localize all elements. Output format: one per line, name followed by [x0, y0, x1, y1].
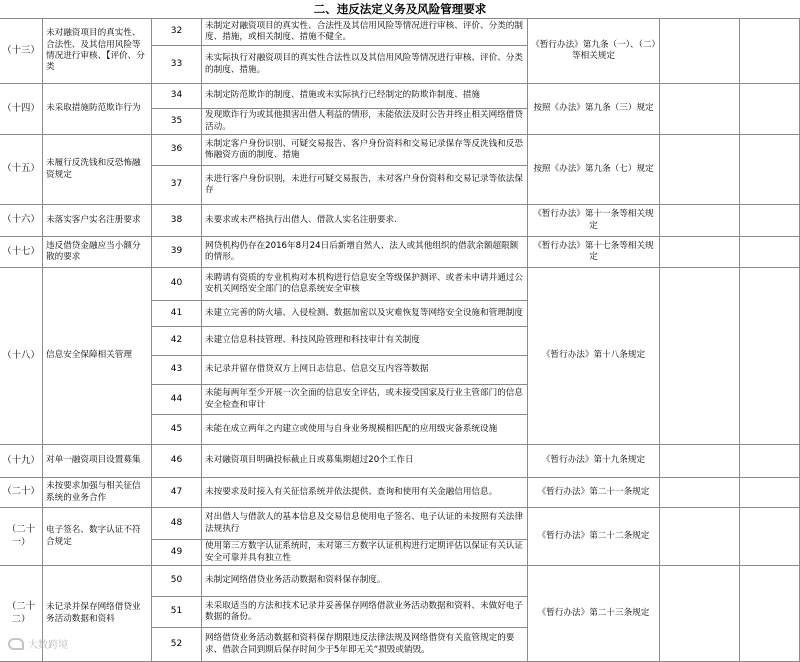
section-label [0, 84, 43, 135]
row-number-text: 38 [170, 214, 183, 225]
section-label [0, 445, 43, 478]
section-label [0, 508, 43, 566]
blank-cell [740, 205, 800, 237]
row-number [152, 415, 202, 445]
blank-cell [660, 268, 740, 445]
row-number-text: 37 [170, 179, 183, 190]
row-description [202, 237, 528, 268]
row-description [202, 540, 528, 566]
row-description-text: 未建立信息科技管理、科技风险管理和科技审计有关制度 [205, 335, 420, 346]
row-number-text: 48 [170, 517, 183, 528]
blank-cell [740, 268, 800, 445]
row-number-text: 49 [170, 546, 183, 557]
blank-cell [660, 566, 740, 662]
section-item-text: 未按要求加强与相关征信系统的业务合作 [46, 481, 141, 503]
section-label-text: （十四） [2, 102, 40, 114]
row-number [152, 478, 202, 508]
row-number [152, 597, 202, 628]
row-number-text: 45 [170, 423, 183, 434]
blank-cell [740, 508, 800, 566]
row-description [202, 566, 528, 597]
section-basis-text: 《暂行办法》第二十二条规定 [537, 530, 650, 541]
section-basis [528, 478, 660, 508]
blank-cell [660, 237, 740, 268]
watermark-text: 大数跨境 [28, 640, 68, 651]
row-number-text: 39 [170, 246, 183, 257]
blank-cell [740, 84, 800, 135]
row-number [152, 566, 202, 597]
section-item [43, 478, 152, 508]
section-basis-text: 《暂行办法》第二十一条规定 [537, 486, 650, 497]
section-basis [528, 237, 660, 268]
row-description-text: 未要求或未严格执行出借人、借款人实名注册要求. [205, 214, 397, 225]
blank-cell [660, 205, 740, 237]
row-description [202, 597, 528, 628]
row-description-text: 未按要求及时接入有关征信系统并依法提供、查询和使用有关金融信用信息。 [205, 486, 498, 497]
section-basis [528, 135, 660, 205]
row-number-text: 47 [170, 486, 183, 497]
blank-cell [740, 135, 800, 205]
row-description [202, 628, 528, 662]
section-basis [528, 205, 660, 237]
row-description-text: 未进行客户身份识别，未进行可疑交易报告，未对客户身份资料和交易记录等依法保存 [205, 173, 523, 195]
row-number-text: 44 [170, 393, 183, 404]
section-item-text: 未落实客户实名注册要求 [46, 214, 141, 225]
section-basis-text: 按照《办法》第九条（七）规定 [533, 163, 654, 174]
section-basis [528, 445, 660, 478]
row-description-text: 对出借人与借款人的基本信息及交易信息使用电子签名、电子认证的未按照有关法律法规执行 [205, 512, 523, 534]
blank-cell [660, 508, 740, 566]
section-item-text: 违反借贷金融应当小额分散的要求 [46, 240, 141, 262]
section-basis [528, 508, 660, 566]
row-number [152, 19, 202, 46]
blank-cell [740, 478, 800, 508]
row-description [202, 385, 528, 415]
row-description [202, 327, 528, 356]
row-description-text: 未记录并留存借贷双方上网日志信息、信息交互内容等数据 [205, 364, 429, 375]
section-label [0, 135, 43, 205]
row-description-text: 未能每两年至少开展一次全面的信息安全评估，或未接受国家及行业主管部门的信息安全检查和审计 [205, 388, 523, 410]
blank-cell [740, 237, 800, 268]
row-number-text: 50 [170, 575, 183, 586]
row-description [202, 166, 528, 205]
section-item [43, 84, 152, 135]
row-number [152, 628, 202, 662]
row-description [202, 508, 528, 540]
row-number-text: 34 [170, 90, 183, 101]
section-label-text: （二十） [2, 486, 40, 498]
row-description-text: 未制定对融资项目的真实性、合法性及其信用风险等情况进行审核、评价、分类的制度、措施，或相关制度、措施不健全。 [205, 20, 523, 42]
row-number [152, 268, 202, 301]
section-label [0, 237, 43, 268]
section-basis-text: 《暂行办法》第十八条规定 [541, 350, 646, 361]
section-label-text: （十九） [2, 454, 40, 466]
section-label-text: （二十二） [6, 601, 36, 625]
row-description [202, 19, 528, 46]
row-number-text: 41 [170, 307, 183, 318]
row-description-text: 使用第三方数字认证系统时，未对第三方数字认证机构进行定期评估以保证有关认证安全可靠并具有独立性 [205, 541, 523, 563]
section-item [43, 205, 152, 237]
row-description [202, 84, 528, 109]
row-number [152, 237, 202, 268]
row-description-text: 发现欺诈行为或其他损害出借人利益的情形，未能依法及时公告并终止相关网络借贷活动。 [205, 110, 523, 132]
blank-cell [660, 84, 740, 135]
blank-cell [740, 566, 800, 662]
section-label-text: （十五） [2, 163, 40, 175]
section-item-text: 未记录并保存网络借贷业务活动数据和资料 [46, 602, 141, 624]
row-description-text: 未制定客户身份识别、可疑交易报告、客户身份资料和交易记录保存等反洗钱和反恐怖融资方面的制度、措施 [205, 138, 523, 160]
blank-cell [660, 135, 740, 205]
row-description [202, 415, 528, 445]
section-label-text: （十三） [2, 44, 40, 56]
row-description [202, 135, 528, 166]
row-number [152, 166, 202, 205]
row-number-text: 42 [170, 335, 183, 346]
row-description-text: 网贷机构仍存在2016年8月24日后新增自然人、法人或其他组织的借款余额超限额的情形。 [205, 240, 519, 262]
row-number [152, 508, 202, 540]
section-label [0, 478, 43, 508]
blank-cell [740, 19, 800, 84]
row-description-text: 未制定防范欺诈的制度、措施或未实际执行已经制定的防欺诈制度、措施 [205, 90, 481, 101]
row-description [202, 268, 528, 301]
section-basis [528, 268, 660, 445]
row-number-text: 52 [170, 638, 183, 649]
section-basis-text: 按照《办法》第九条（三）规定 [533, 103, 654, 114]
section-item [43, 445, 152, 478]
section-basis [528, 19, 660, 84]
blank-cell [660, 19, 740, 84]
section-item [43, 237, 152, 268]
row-description-text: 未采取适当的方法和技术记录并妥善保存网络借款业务活动数据和资料、未做好电子数据的备份。 [205, 600, 523, 622]
row-description [202, 205, 528, 237]
row-number [152, 84, 202, 109]
row-number [152, 46, 202, 84]
row-number-text: 36 [170, 144, 183, 155]
row-number-text: 51 [170, 606, 183, 617]
row-number [152, 109, 202, 135]
section-basis [528, 566, 660, 662]
section-label [0, 205, 43, 237]
row-number [152, 540, 202, 566]
row-description [202, 46, 528, 84]
blank-cell [660, 445, 740, 478]
row-number-text: 33 [170, 58, 183, 69]
row-number [152, 135, 202, 166]
section-item-text: 未履行反洗钱和反恐怖融资规定 [46, 158, 141, 180]
row-number-text: 32 [170, 26, 183, 37]
row-description [202, 445, 528, 478]
section-label-text: （十六） [2, 214, 40, 226]
row-description [202, 301, 528, 327]
section-item [43, 268, 152, 445]
section-label-text: （十八） [2, 349, 40, 361]
section-item-text: 未采取措施防范欺诈行为 [46, 103, 141, 114]
section-basis-text: 《暂行办法》第二十三条规定 [537, 607, 650, 618]
row-number-text: 35 [170, 115, 183, 126]
row-number-text: 46 [170, 455, 183, 466]
section-basis-text: 《暂行办法》第九条（一）、（二）等相关规定 [531, 39, 656, 61]
row-number [152, 327, 202, 356]
section-label [0, 19, 43, 84]
table-title: 二、违反法定义务及风险管理要求 [0, 0, 800, 19]
section-item [43, 508, 152, 566]
row-description-text: 未对融资项目明确投标截止日或募集期超过20个工作日 [205, 455, 414, 466]
row-description [202, 109, 528, 135]
section-label [0, 268, 43, 445]
row-number [152, 356, 202, 385]
row-number [152, 385, 202, 415]
row-number-text: 43 [170, 364, 183, 375]
row-description-text: 网络借贷业务活动数据和资料保存期限违反法律法规及网络借贷有关监管规定的要求、借款合同到期后保存时间少于5年即无关“损毁或销毁。 [205, 633, 515, 655]
section-item-text: 对单一融资项目设置募集 [46, 455, 141, 466]
section-basis-text: 《暂行办法》第十一条等相关规定 [533, 209, 654, 231]
blank-cell [740, 445, 800, 478]
row-description [202, 356, 528, 385]
row-description-text: 未制定网络借贷业务活动数据和资料保存制度。 [205, 575, 386, 586]
row-description-text: 未实际执行对融资项目的真实性合法性以及其信用风险等情况进行审核、评价、分类的制度、措施。 [205, 53, 523, 75]
row-description [202, 478, 528, 508]
section-basis-text: 《暂行办法》第十九条规定 [541, 455, 646, 466]
section-item-text: 信息安全保障相关管理 [46, 350, 132, 361]
section-label-text: （二十一） [6, 524, 36, 548]
row-number [152, 445, 202, 478]
section-item [43, 135, 152, 205]
row-number-text: 40 [170, 278, 183, 289]
watermark [8, 636, 68, 651]
section-basis-text: 《暂行办法》第十七条等相关规定 [533, 240, 654, 262]
section-label-text: （十七） [2, 245, 40, 257]
section-item [43, 19, 152, 84]
watermark-logo-icon [8, 638, 24, 650]
blank-cell [660, 478, 740, 508]
row-description-text: 未能在成立两年之内建立或使用与自身业务规模相匹配的应用级灾备系统设施 [205, 423, 498, 434]
section-item-text: 电子签名、数字认证不符合规定 [46, 525, 141, 547]
row-number [152, 301, 202, 327]
section-basis [528, 84, 660, 135]
row-description-text: 未建立完善的防火墙、入侵检测、数据加密以及灾难恢复等网络安全设施和管理制度 [205, 307, 523, 318]
section-item-text: 未对融资项目的真实性、合法性、及其信用风险等情况进行审核、【评价、分类 [46, 28, 145, 73]
row-number [152, 205, 202, 237]
row-description-text: 未聘请有资质的专业机构对本机构进行信息安全等级保护测评、或者未申请并通过公安机关网络安全部门的信息系统安全审核 [205, 272, 523, 294]
